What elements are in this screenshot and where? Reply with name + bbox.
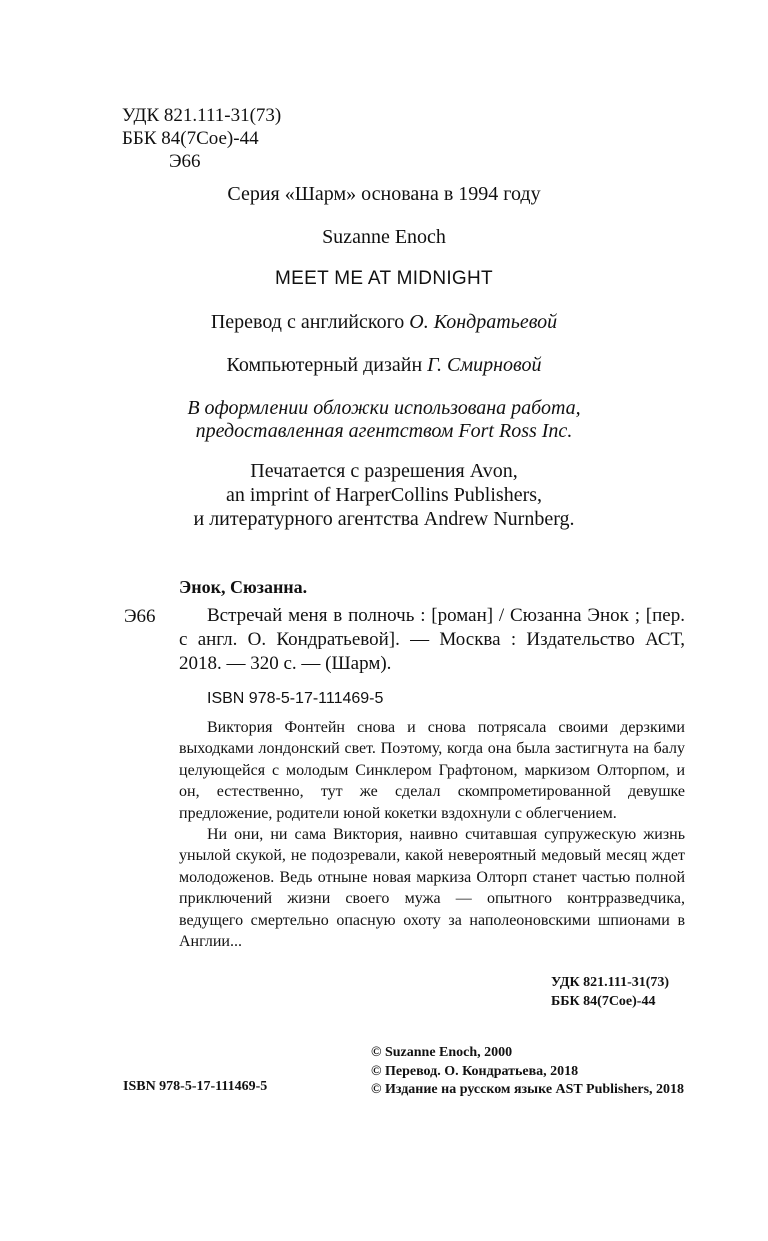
design-prefix: Компьютерный дизайн [226, 354, 423, 376]
original-title: MEET ME AT MIDNIGHT [275, 268, 493, 289]
annotation-paragraph: Виктория Фонтейн снова и снова потрясала своими дерзкими выходками лондонский свет. Поэтому, когда она была застигнута на балу целующейся с молодым Синклером Графтоном, маркизом Олторпом, и он, естественно, тут же сделал скомпрометированной девушке предложение, родители юной кокетки вздохнули с облегчением. [179, 719, 685, 822]
permission-note [0, 459, 768, 531]
original-author: Suzanne Enoch [322, 226, 446, 248]
series-note: Серия «Шарм» основана в 1994 году [227, 183, 541, 205]
copyright-line: © Перевод. О. Кондратьева, 2018 [371, 1063, 579, 1079]
udk-code: УДК 821.111-31(73) [122, 105, 282, 126]
cover-note-line1: В оформлении обложки использована работа, [187, 397, 581, 419]
annotation [179, 717, 685, 952]
copyright-line: © Издание на русском языке AST Publishers, 2018 [371, 1082, 685, 1097]
permission-line2: an imprint of HarperCollins Publishers, [225, 484, 543, 506]
isbn-bottom: ISBN 978-5-17-111469-5 [123, 1079, 268, 1094]
author-mark: Э66 [169, 151, 201, 172]
catalog-description [179, 604, 685, 676]
translation-prefix: Перевод с английского [210, 311, 405, 333]
annotation-paragraph: Ни они, ни сама Виктория, наивно считавшая супружескую жизнь унылой скукой, не подозревали, какой невероятный медовый месяц ждет молодоженов. Ведь отныне новая маркиза Олторп станет частью полной приключений жизни своего мужа — опытного контрразведчика, ведущего смертельно опасную охоту за наполеоновскими шпионами в Англии... [179, 826, 685, 951]
cover-note-line2: предоставленная агентством Fort Ross Inc. [195, 420, 573, 442]
catalog-bbk: ББК 84(7Сое)-44 [551, 994, 656, 1009]
translator-name: О. Кондратьевой [409, 311, 558, 333]
translation-credit [0, 311, 768, 334]
design-credit [0, 354, 768, 377]
catalog-codes [551, 973, 669, 1011]
copyright-line: © Suzanne Enoch, 2000 [371, 1045, 513, 1060]
catalog-isbn: ISBN 978-5-17-111469-5 [207, 690, 384, 707]
catalog-author-heading: Энок, Сюзанна. [179, 577, 308, 597]
permission-line1: Печатается с разрешения Avon, [250, 460, 518, 482]
copyright-block [371, 1044, 684, 1100]
classification-block [122, 104, 281, 173]
permission-line3: и литературного агентства Andrew Nurnberg. [193, 508, 575, 530]
cover-note [0, 397, 768, 443]
designer-name: Г. Смирновой [427, 354, 542, 376]
catalog-index-code: Э66 [124, 606, 156, 627]
catalog-description-text: Встречай меня в полночь : [роман] / Сюзанна Энок ; [пер. с англ. О. Кондратьевой]. — Москва : Издательство АСТ, 2018. — 320 с. — (Шарм). [179, 605, 685, 674]
bbk-code: ББК 84(7Сое)-44 [122, 128, 259, 149]
catalog-udk: УДК 821.111-31(73) [551, 975, 670, 990]
